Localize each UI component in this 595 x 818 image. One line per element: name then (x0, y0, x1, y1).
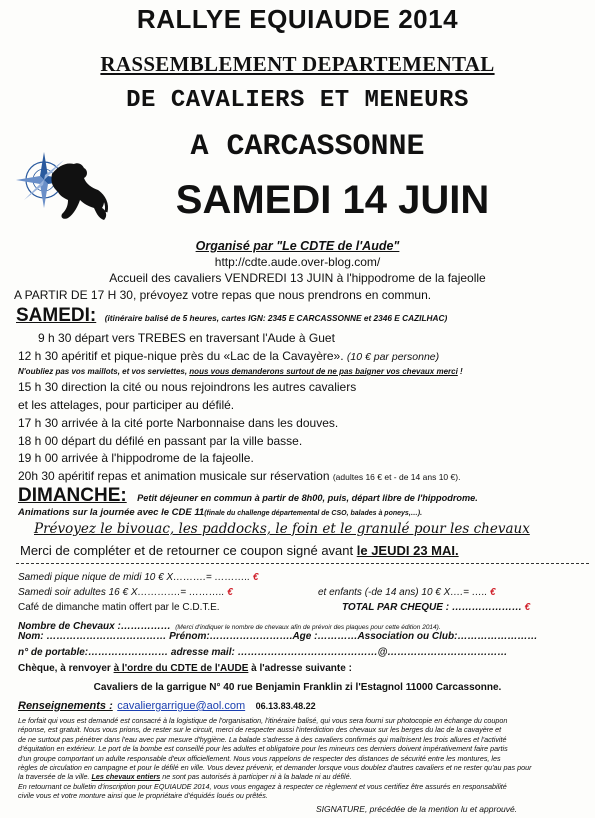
dimanche-animations: Animations sur la journée avec le CDE 11(finale du challenge départemental de CSO, balades à poneys,…). (18, 507, 423, 518)
fine-print: Le forfait qui vous est demandé est consacré à la logistique de l'organisation, l'itinéraire balisé, qui vous sera fourni sur photocopie en échange du coupon réponse, est gratuit. Nous vous prions, de rester sur le circuit, merci de respecter aussi l'interdiction des chevaux sur les berges du lac de la cavayère et de ne surtout pas pénétrer dans l'eau avec par mesure d'hygiène. La balade s'adresse à des cavaliers confirmés qui maîtrisent les trois allures et l'activité d'équitation en extérieur. Le port de la bombe est conseillé pour les adultes et obligatoire pour les mineurs ces derniers doivent impérativement faire partis d'un groupe comportant un adulte responsable d'eux officiellement. Nous vous rappelons de respecter des distances de sécurité entre les montures, les règles de circulation en campagne et pour le défilé en ville. Vous devez prévenir, et demander lorsque vous doublez d'autres cavaliers et ne rester qu'au pas pour la traversée de la ville. Les chevaux entiers ne sont pas autorisés à participer ni à la balade ni au défilé. En retournant ce bulletin d'inscription pour EQUIAUDE 2014, vous vous engagez à respecter ce règlement et vous certifiez être assurés en responsabilité civile vous et votre monture ainsi que le propriétaire d'équidés loués ou prêtés. (18, 716, 532, 801)
intro-line-2: A PARTIR DE 17 H 30, prévoyez votre repas que nous prendrons en commun. (14, 288, 432, 302)
coupon-address: Cavaliers de la garrigue N° 40 rue Benjamin Franklin zi l'Estagnol 11000 Carcassonne. (93, 682, 502, 693)
event-date: SAMEDI 14 JUIN (175, 178, 490, 222)
samedi-warning: N'oubliez pas vos maillots, et vos serviettes, nous vous demanderons surtout de ne pas baigner vos chevaux merci ! (18, 367, 463, 376)
coupon-row-identity[interactable]: Nom: ……………………………… Prénom:…………………….Age :…………Association ou Club:…………………… (18, 631, 538, 642)
samedi-line-3: 15 h 30 direction la cité ou nous rejoindrons les autres cavaliers (18, 380, 357, 394)
samedi-heading: SAMEDI: (16, 305, 97, 326)
samedi-line-7: 19 h 00 arrivée à l'hippodrome de la fajeolle. (18, 451, 254, 465)
samedi-line-5: 17 h 30 arrivée à la cité porte Narbonnaise dans les douves. (18, 416, 339, 430)
subtitle-carcassonne: A CARCASSONNE (190, 130, 425, 164)
samedi-line-1: 9 h 30 départ vers TREBES en traversant l'Aude à Guet (38, 331, 335, 345)
signature-line: SIGNATURE, précédée de la mention lu et approuvé. (316, 804, 518, 814)
coupon-row-picnic[interactable]: Samedi pique nique de midi 10 € X……….= ……….. € (18, 572, 259, 583)
coupon-row-dinner-adults[interactable]: Samedi soir adultes 16 € X………….= ……….. € (18, 587, 233, 598)
subtitle-rassemblement: RASSEMBLEMENT DEPARTEMENTAL (100, 52, 495, 76)
subtitle-cavaliers: DE CAVALIERS ET MENEURS (126, 87, 469, 114)
coupon-row-coffee: Café de dimanche matin offert par le C.D.T.E. (18, 602, 220, 613)
organizer: Organisé par "Le CDTE de l'Aude" (195, 239, 400, 253)
website-url: http://cdte.aude.over-blog.com/ (214, 255, 381, 269)
dimanche-heading: DIMANCHE: (18, 485, 127, 506)
coupon-row-contact[interactable]: n° de portable:…………………… adresse mail: ……………………………………@……………………………… (18, 647, 508, 658)
email-link[interactable]: cavaliergarrigue@aol.com (117, 700, 246, 712)
samedi-line-4: et les attelages, pour participer au défilé. (18, 398, 235, 412)
coupon-info: Renseignements : cavaliergarrigue@aol.com 06.13.83.48.22 (18, 700, 316, 712)
coupon-lead: Merci de compléter et de retourner ce coupon signé avant le JEUDI 23 MAI. (20, 543, 459, 558)
intro-line-1: Accueil des cavaliers VENDREDI 13 JUIN à l'hippodrome de la fajeolle (109, 271, 486, 285)
handwritten-note: Prévoyez le bivouac, les paddocks, le foin et le granulé pour les chevaux (34, 521, 530, 537)
coupon-cheque: Chèque, à renvoyer à l'ordre du CDTE de l'AUDE à l'adresse suivante : (18, 663, 352, 674)
horse-compass-icon (14, 148, 110, 228)
page-title: RALLYE EQUIAUDE 2014 (136, 4, 459, 34)
coupon-total[interactable]: TOTAL PAR CHEQUE : ………………… € (342, 602, 531, 613)
dimanche-note: Petit déjeuner en commun à partir de 8h00, puis, départ libre de l'hippodrome. (137, 493, 478, 503)
samedi-line-8: 20h 30 apéritif repas et animation musicale sur réservation (adultes 16 € et - de 14 ans 10 €). (18, 469, 461, 483)
samedi-line-2: 12 h 30 apéritif et pique-nique près du «Lac de la Cavayère». (10 € par personne) (18, 349, 440, 363)
coupon-row-horses[interactable]: Nombre de Chevaux :…………… (Merci d'indiquer le nombre de chevaux afin de prévoir des plaques pour cette édition 2014). (18, 621, 441, 632)
dimanche-section (18, 485, 478, 507)
samedi-note: (itinéraire balisé de 5 heures, cartes IGN: 2345 E CARCASSONNE et 2346 E CAZILHAC) (104, 313, 448, 323)
coupon-divider (16, 563, 589, 564)
coupon-row-dinner-children[interactable]: et enfants (-de 14 ans) 10 € X….= ….. € (318, 587, 496, 598)
samedi-section (16, 305, 447, 327)
samedi-line-6: 18 h 00 départ du défilé en passant par la ville basse. (18, 434, 303, 448)
